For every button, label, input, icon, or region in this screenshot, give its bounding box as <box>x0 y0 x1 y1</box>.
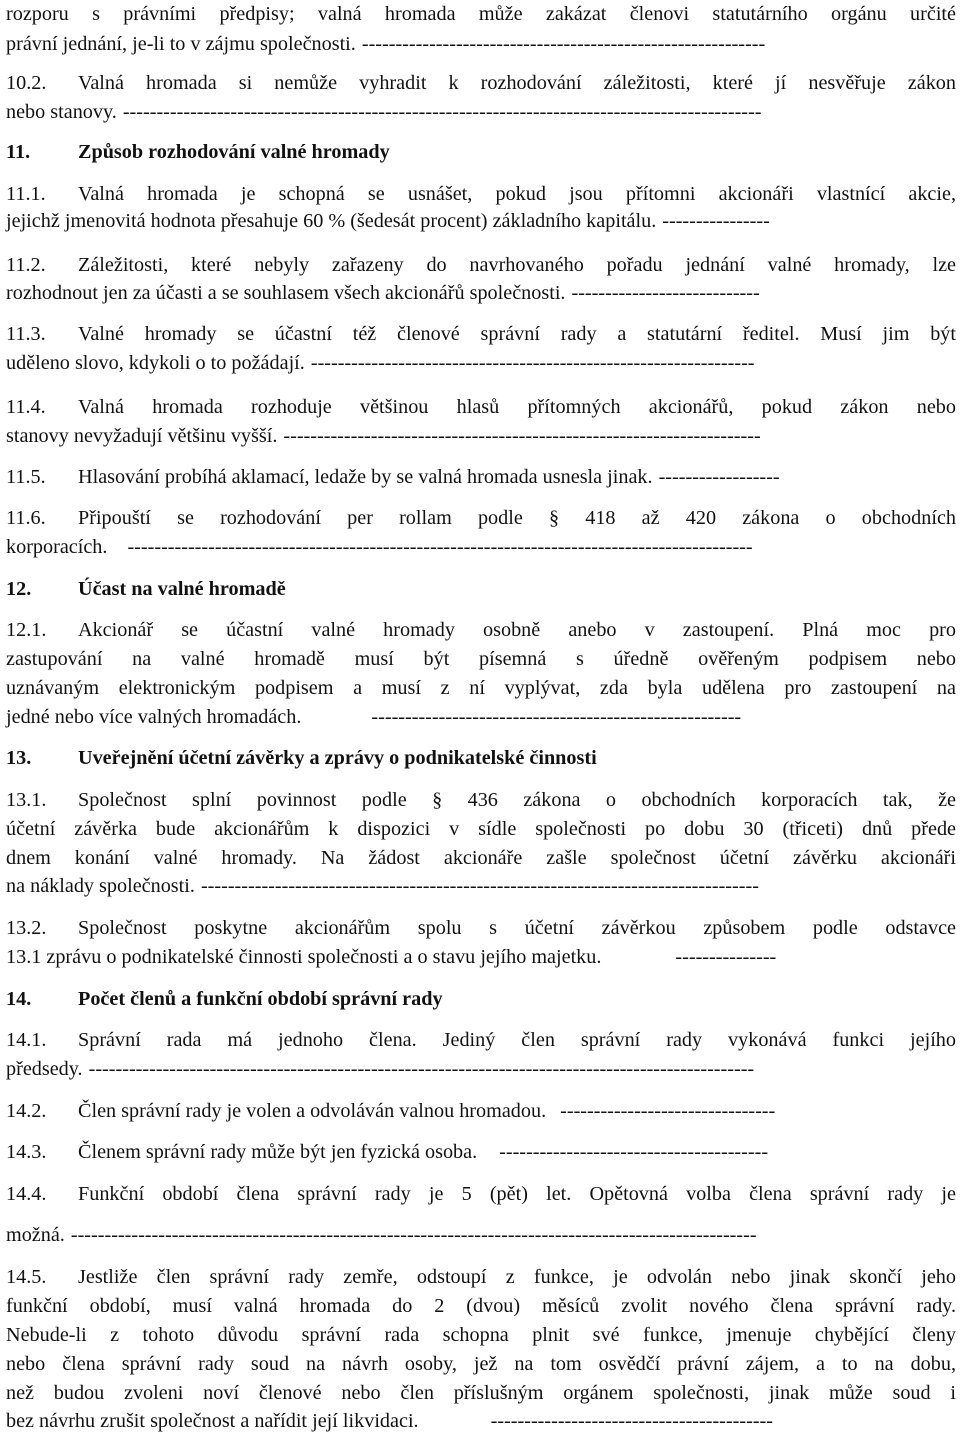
paragraph-14-1: 14.1. Správní rada má jednoho člena. Jediný člen správní rady vykonává funkci jejího <box>6 1029 956 1051</box>
paragraph-14-3: 14.3. Členem správní rady může být jen fyzická osoba. ---------------------------------------- <box>6 1141 769 1163</box>
text-line: korporacích. --------------------------------------------------------------------------------------------- <box>6 536 753 558</box>
text-line: rozhodnout jen za účasti a se souhlasem všech akcionářů společnosti. ---------------------------- <box>6 282 760 304</box>
dash-filler: ------------------------------------------------------------------------------------------------------ <box>70 1224 757 1246</box>
dash-filler: ----------------------------------------------------------------------------------- <box>200 875 759 897</box>
paragraph-14-2: 14.2. Člen správní rady je volen a odvoláván valnou hromadou. -------------------------------- <box>6 1100 776 1122</box>
paragraph-number: 14.5. <box>6 1266 47 1288</box>
text-line: předsedy. --------------------------------------------------------------------------------------------------- <box>6 1058 755 1080</box>
paragraph-12-1: 12.1. Akcionář se účastní valné hromady osobně anebo v zastoupení. Plná moc pro <box>6 619 956 641</box>
paragraph-number: 11.4. <box>6 396 46 418</box>
paragraph-number: 13.1. <box>6 789 47 811</box>
text-line: jejichž jmenovitá hodnota přesahuje 60 % (šedesát procent) základního kapitálu. ---------------- <box>6 210 770 232</box>
dash-filler: ------------------------------------------------------- <box>371 706 742 728</box>
paragraph-number: 14.4. <box>6 1183 47 1205</box>
text-line: Nebude-li z tohoto důvodu správní rada schopna plnit své funkce, jmenuje chybějící členy <box>6 1324 956 1346</box>
dash-filler: ------------------------------------------ <box>490 1410 773 1432</box>
dash-filler: ---------------------------------------- <box>499 1141 769 1163</box>
paragraph-11-5: 11.5. Hlasování probíhá aklamací, ledaže by se valná hromada usnesla jinak. ------------------ <box>6 466 780 488</box>
section-title: Účast na valné hromadě <box>78 578 286 600</box>
text-line: nebo stanovy. ----------------------------------------------------------------------------------------------- <box>6 101 762 123</box>
paragraph-number: 11.5. <box>6 466 46 488</box>
section-number: 12. <box>6 578 32 600</box>
text-line: účetní závěrka bude akcionářům k dispozici v sídle společnosti po dobu 30 (třiceti) dnů přede <box>6 818 956 840</box>
dash-filler: ----------------------------------------------------------------------- <box>283 425 761 447</box>
paragraph-number: 11.3. <box>6 323 46 345</box>
dash-filler: ---------------- <box>662 210 770 232</box>
paragraph-11-1: 11.1. Valná hromada je schopná se usnášet, pokud jsou přítomni akcionáři vlastnící akcie, <box>6 183 956 205</box>
dash-filler: ------------------------------------------------------------------ <box>310 352 755 374</box>
text-line: dnem konání valné hromady. Na žádost akcionáře zašle společnost účetní závěrku akcionáři <box>6 847 956 869</box>
text-line: na náklady společnosti. ----------------------------------------------------------------------------------- <box>6 875 759 897</box>
section-number: 13. <box>6 747 32 769</box>
paragraph-13-2: 13.2. Společnost poskytne akcionářům spolu s účetní závěrkou způsobem podle odstavce <box>6 917 956 939</box>
dash-filler: --------------------------------------------------------------------------------------------------- <box>88 1058 755 1080</box>
paragraph-number: 14.2. <box>6 1100 47 1122</box>
section-heading-11 <box>6 140 390 164</box>
section-number: 11. <box>6 141 31 163</box>
text-line: rozporu s právními předpisy; valná hromada může zakázat členovi statutárního orgánu určité <box>6 3 956 25</box>
paragraph-number: 10.2. <box>6 72 47 94</box>
dash-filler: ------------------ <box>658 466 780 488</box>
paragraph-11-4: 11.4. Valná hromada rozhoduje většinou hlasů přítomných akcionářů, pokud zákon nebo <box>6 396 956 418</box>
text-line: uděleno slovo, kdykoli o to požádají. ------------------------------------------------------------------ <box>6 352 755 374</box>
paragraph-number: 11.2. <box>6 254 46 276</box>
paragraph-11-2: 11.2. Záležitosti, které nebyly zařazeny do navrhovaného pořadu jednání valné hromady, lze <box>6 254 956 276</box>
text-line: možná. ------------------------------------------------------------------------------------------------------ <box>6 1224 757 1246</box>
text-line: stanovy nevyžadují většinu vyšší. ----------------------------------------------------------------------- <box>6 425 761 447</box>
paragraph-number: 11.6. <box>6 507 46 529</box>
text-line: nebo člena správní rady soud na návrh osoby, jež na tom osvědčí právní zájem, a to na dobu, <box>6 1353 956 1375</box>
paragraph-number: 14.1. <box>6 1029 47 1051</box>
section-heading-13 <box>6 746 597 770</box>
text-line: uznávaným elektronickým podpisem a musí z ní vyplývat, zda byla udělena pro zastoupení na <box>6 677 956 699</box>
section-number: 14. <box>6 988 32 1010</box>
dash-filler: -------------------------------- <box>560 1100 776 1122</box>
paragraph-11-3: 11.3. Valné hromady se účastní též členové správní rady a statutární ředitel. Musí jim být <box>6 323 956 345</box>
section-title: Počet členů a funkční období správní rady <box>78 988 443 1010</box>
paragraph-10-2: 10.2. Valná hromada si nemůže vyhradit k rozhodování záležitosti, které jí nesvěřuje zákon <box>6 72 956 94</box>
section-heading-12 <box>6 577 286 601</box>
text-line: funkční období, musí valná hromada do 2 (dvou) měsíců zvolit nového člena správní rady. <box>6 1295 956 1317</box>
text-line: bez návrhu zrušit společnost a nařídit její likvidaci. ------------------------------------------ <box>6 1410 773 1432</box>
dash-filler: ---------------------------- <box>571 282 760 304</box>
section-title: Uveřejnění účetní závěrky a zprávy o podnikatelské činnosti <box>78 747 597 769</box>
section-title: Způsob rozhodování valné hromady <box>78 141 390 163</box>
paragraph-11-6: 11.6. Připouští se rozhodování per rollam podle § 418 až 420 zákona o obchodních <box>6 507 956 529</box>
paragraph-13-1: 13.1. Společnost splní povinnost podle § 436 zákona o obchodních korporacích tak, že <box>6 789 956 811</box>
text-line: než budou zvoleni noví členové nebo člen příslušným orgánem společnosti, jinak může soud i <box>6 1382 956 1404</box>
text-line: zastupování na valné hromadě musí být písemná s úředně ověřeným podpisem nebo <box>6 648 956 670</box>
text-line: jedné nebo více valných hromadách. ------------------------------------------------------- <box>6 706 742 728</box>
paragraph-number: 11.1. <box>6 183 46 205</box>
dash-filler: ------------------------------------------------------------ <box>361 33 766 55</box>
text-line: 13.1 zprávu o podnikatelské činnosti společnosti a o stavu jejího majetku. --------------- <box>6 946 777 968</box>
paragraph-number: 14.3. <box>6 1141 47 1163</box>
paragraph-number: 13.2. <box>6 917 47 939</box>
paragraph-number: 12.1. <box>6 619 47 641</box>
text-line: právní jednání, je-li to v zájmu společnosti. ------------------------------------------------------------ <box>6 33 766 55</box>
paragraph-14-4: 14.4. Funkční období člena správní rady je 5 (pět) let. Opětovná volba člena správní rady je <box>6 1183 956 1205</box>
dash-filler: ----------------------------------------------------------------------------------------------- <box>122 101 762 123</box>
paragraph-14-5: 14.5. Jestliže člen správní rady zemře, odstoupí z funkce, je odvolán nebo jinak skončí jeho <box>6 1266 956 1288</box>
dash-filler: --------------- <box>675 946 777 968</box>
dash-filler: --------------------------------------------------------------------------------------------- <box>127 536 753 558</box>
section-heading-14 <box>6 987 443 1011</box>
